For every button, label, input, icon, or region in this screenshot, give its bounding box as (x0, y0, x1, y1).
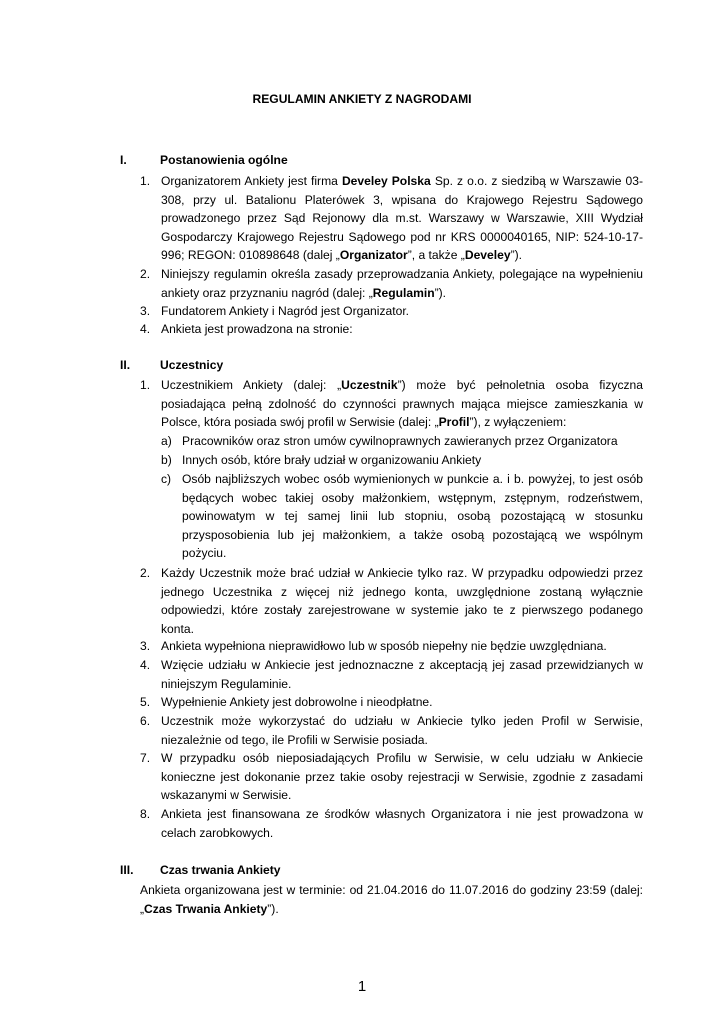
sub-item-letter: c) (161, 472, 172, 486)
section-number: III. (120, 863, 134, 877)
item-number: 6. (140, 714, 151, 728)
item-text: Wzięcie udziału w Ankiecie jest jednoznaczne z akceptacją jej zasad przewidzianych w niniejszym Regulaminie. (161, 658, 643, 691)
section-heading (120, 863, 640, 877)
item-number: 3. (140, 639, 151, 653)
item-text: W przypadku osób nieposiadających Profilu w Serwisie, w celu udziału w Ankiecie konieczne jest dokonanie przez takie osoby rejestracji w Serwisie, zgodnie z zasadami wskazanymi w Serwisie. (161, 751, 643, 803)
section-heading (120, 358, 640, 372)
list-item (140, 637, 643, 656)
section-title: Czas trwania Ankiety (160, 863, 281, 877)
item-text: Niniejszy regulamin określa zasady przeprowadzania Ankiety, polegające na wypełnieniu ankiety oraz przyznaniu nagród (dalej: „Regulamin”). (161, 267, 643, 300)
item-number: 1. (140, 378, 151, 392)
item-text: Wypełnienie Ankiety jest dobrowolne i nieodpłatne. (161, 695, 433, 709)
section-number: II. (120, 358, 131, 372)
item-number: 4. (140, 658, 151, 672)
item-text: Każdy Uczestnik może brać udział w Ankiecie tylko raz. W przypadku odpowiedzi przez jednego Uczestnika z więcej niż jednego konta, uwzględnione zostaną wyłącznie odpowiedzi, które zostały zarejestrowane w systemie jako te z pierwszego podanego konta. (161, 566, 643, 636)
item-text: Organizatorem Ankiety jest firma Develey Polska Sp. z o.o. z siedzibą w Warszawie 03-308, przy ul. Batalionu Platerówek 3, wpisana do Krajowego Rejestru Sądowego prowadzonego przez Sąd Rejonowy dla m.st. Warszawy w Warszawie, XIII Wydział Gospodarczy Krajowego Rejestru Sądowego pod nr KRS 0000040165, NIP: 524-10-17-996; REGON: 010898648 (dalej „Organizator”, a także „Develey”). (161, 174, 643, 263)
sub-item-letter: b) (161, 453, 172, 467)
list-item (140, 265, 643, 302)
section-title: Postanowienia ogólne (160, 153, 288, 167)
section-number: I. (120, 153, 127, 167)
section-heading (120, 153, 640, 167)
item-number: 4. (140, 322, 151, 336)
item-text: Uczestnik może wykorzystać do udziału w Ankiecie tylko jeden Profil w Serwisie, niezależnie od tego, ile Profili w Serwisie posiada. (161, 714, 643, 747)
item-number: 2. (140, 267, 151, 281)
list-item (140, 320, 643, 339)
list-item (140, 805, 643, 842)
document-title: REGULAMIN ANKIETY Z NAGRODAMI (252, 92, 472, 106)
item-number: 8. (140, 807, 151, 821)
item-number: 5. (140, 695, 151, 709)
sub-list-item (161, 451, 643, 470)
sub-list-item (161, 470, 643, 563)
section-paragraph: Ankieta organizowana jest w terminie: od 21.04.2016 do 11.07.2016 do godziny 23:59 (dalej: „Czas Trwania Ankiety”). (140, 883, 643, 916)
list-item (140, 712, 643, 749)
item-text: Fundatorem Ankiety i Nagród jest Organizator. (161, 304, 410, 318)
list-item (140, 302, 643, 321)
sub-item-text: Osób najbliższych wobec osób wymienionych w punkcie a. i b. powyżej, to jest osób będących wobec takiej osoby małżonkiem, wstępnym, zstępnym, rodzeństwem, powinowatym w tej samej linii lub stopniu, osobą pozostającą w stosunku przysposobienia lub jej małżonkiem, a także osobą pozostającą we wspólnym pożyciu. (182, 472, 643, 561)
item-text: Ankieta wypełniona nieprawidłowo lub w sposób niepełny nie będzie uwzględniana. (161, 639, 607, 653)
item-number: 2. (140, 566, 151, 580)
list-item (140, 564, 643, 638)
sub-item-letter: a) (161, 434, 172, 448)
list-item (140, 749, 643, 805)
item-number: 1. (140, 174, 151, 188)
sub-item-text: Pracowników oraz stron umów cywilnoprawnych zawieranych przez Organizatora (182, 434, 618, 448)
item-text: Uczestnikiem Ankiety (dalej: „Uczestnik”) może być pełnoletnia osoba fizyczna posiadająca pełną zdolność do czynności prawnych mająca miejsce zamieszkania w Polsce, która posiada swój profil w Serwisie (dalej: „Profil”), z wyłączeniem: (161, 378, 643, 430)
page-number: 1 (357, 978, 367, 995)
list-item (140, 376, 643, 432)
sub-list-item (161, 432, 643, 451)
list-item (140, 172, 643, 265)
sub-item-text: Innych osób, które brały udział w organizowaniu Ankiety (182, 453, 482, 467)
item-text: Ankieta jest finansowana ze środków własnych Organizatora i nie jest prowadzona w celach zarobkowych. (161, 807, 643, 840)
item-text: Ankieta jest prowadzona na stronie: (161, 322, 353, 336)
item-number: 7. (140, 751, 151, 765)
item-number: 3. (140, 304, 151, 318)
list-item (140, 656, 643, 693)
list-item (140, 693, 643, 712)
section-title: Uczestnicy (160, 358, 224, 372)
